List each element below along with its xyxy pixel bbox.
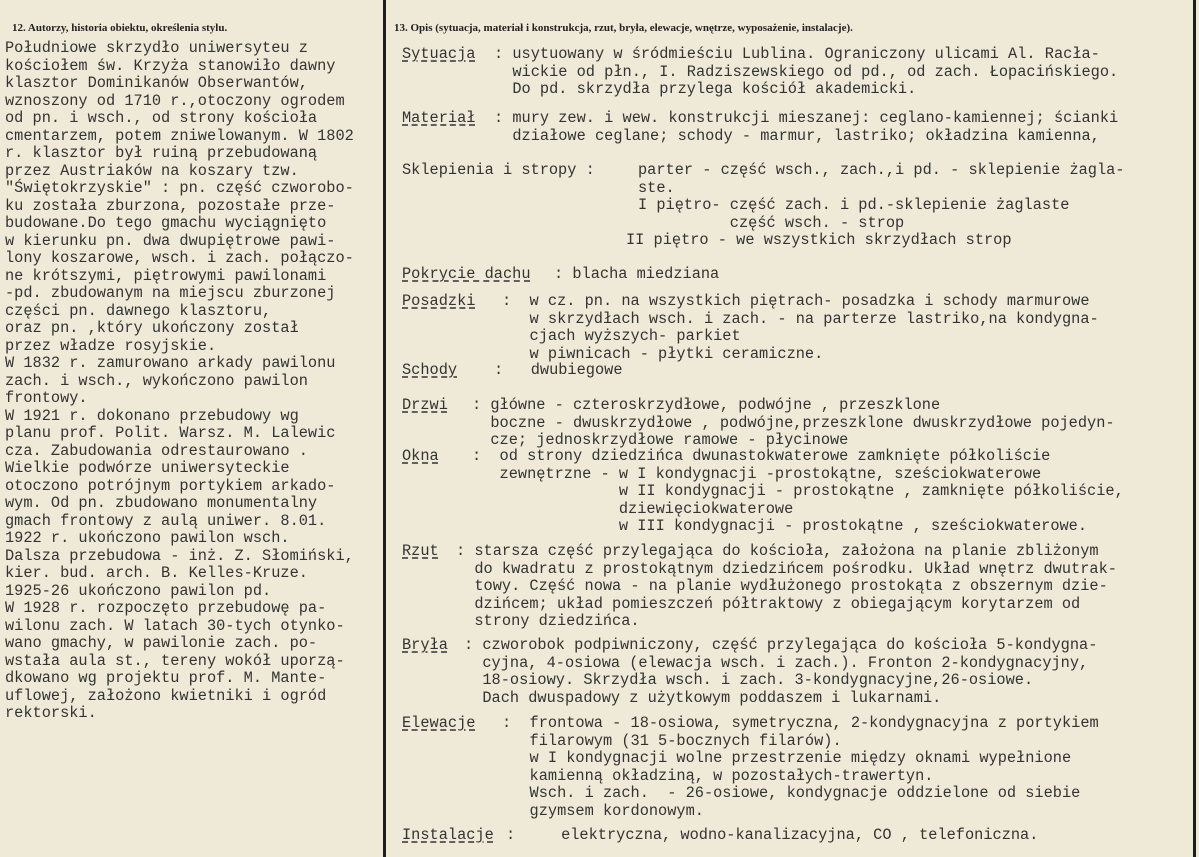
field-value-line: boczne - dwuskrzydłowe , podwójne,przeszklone dwuskrzydłowe pojedyn- <box>472 413 1115 432</box>
field-value-line: : dwubiegowe <box>494 361 623 379</box>
history-line: wznoszony od 1710 r.,otoczony ogrodem <box>5 91 345 110</box>
history-line: otoczono potrójnym portykiem arkado- <box>5 476 336 495</box>
history-text <box>5 40 383 723</box>
field-value-line: Dach dwuspadowy z użytkowym poddaszem i lukarnami. <box>464 688 942 707</box>
field-value-line: w II kondygnacji - prostokątne , zamknięte półkoliście, <box>472 482 1124 500</box>
field-value-line: : starsza część przylegająca do kościoła, założona na planie zbliżonym <box>456 542 1099 560</box>
history-line: wano gmachy, w pawilonie zach. po- <box>5 634 318 652</box>
field-value-line: : frontowa - 18-osiowa, symetryczna, 2-kondygnacyjna z portykiem <box>502 714 1099 732</box>
history-line: ne krótszymi, piętrowymi pawilonami <box>5 266 327 285</box>
history-line: 1922 r. ukończono pawilon wsch. <box>5 529 290 547</box>
history-line: "Świętokrzyskie" : pn. część czworobo- <box>5 179 354 197</box>
field-value-line: II piętro - we wszystkich skrzydłach strop <box>626 231 1012 249</box>
field-value-line: zewnętrzne - w I kondygnacji -prostokątne, sześciokwaterowe <box>472 464 1042 483</box>
field-value-line: strony dziedzińca. <box>456 612 640 630</box>
field-value-line: w skrzydłach wsch. i zach. - na parterze lastriko,na kondygna- <box>502 309 1099 328</box>
field-value-line: część wsch. - strop <box>638 213 905 232</box>
field-value-line: kamienną okładziną, w pozostałych-trawertyn. <box>502 766 934 785</box>
history-line: cza. Zabudowania odrestaurowano . <box>5 441 308 460</box>
history-line: wilonu zach. W latach 30-tych otynko- <box>5 616 345 635</box>
field-value-line: cze; jednoskrzydłowe ramowe - płycinowe <box>472 431 849 449</box>
description-header: 13. Opis (sytuacja, materiał i konstrukcja, rzut, bryła, elewacje, wnętrze, wyposażenie, instalacje). <box>394 22 853 34</box>
history-line: przez władze rosyjskie. <box>5 336 217 355</box>
field-value-line: cjach wyższych- parkiet <box>502 327 741 345</box>
field-value-line: w III kondygnacji - prostokątne , sześciokwaterowe. <box>472 517 1088 535</box>
history-line: r. klasztor był ruiną przebudowaną <box>5 144 318 162</box>
history-line: Dalsza przebudowa - inż. Z. Słomiński, <box>5 546 354 565</box>
field-value-line: filarowym (31 5-bocznych filarów). <box>502 731 842 750</box>
history-line: kościołem św. Krzyża stanowiło dawny <box>5 56 336 75</box>
field-value-line: cyjna, 4-osiowa (elewacja wsch. i zach.). Fronton 2-kondygnacyjny, <box>464 653 1089 672</box>
field-label-pokrycie: Pokrycie dachu <box>402 265 531 283</box>
field-value-line: Do pd. skrzydła przylega kościół akademicki. <box>494 80 917 98</box>
field-label-rzut: Rzut <box>402 542 439 560</box>
history-line: Południowe skrzydło uniwersyteu z <box>5 39 308 57</box>
field-value-line: ste. <box>638 178 675 197</box>
field-value-line: : czworobok podpiwniczony, część przylegająca do kościoła 5-kondygna- <box>464 636 1098 654</box>
history-line: lony koszarowe, wsch. i zach. połączo- <box>5 249 354 267</box>
history-line: zach. i wsch., wykończono pawilon <box>5 371 308 390</box>
field-label-elewacje: Elewacje <box>402 714 476 732</box>
field-value-line: : elektryczna, wodno-kanalizacyjna, CO , telefoniczna. <box>506 826 1039 844</box>
field-value-line: : główne - czteroskrzydłowe, podwójne , przeszklone <box>472 396 941 414</box>
field-value-line: : blacha miedziana <box>554 265 720 283</box>
history-line: cmentarzem, potem zniwelowanym. W 1802 <box>5 126 354 145</box>
column-divider <box>383 0 386 857</box>
history-line: oraz pn. ,który ukończony został <box>5 319 299 337</box>
history-line: dkowano wg projektu prof. M. Mante- <box>5 669 327 687</box>
field-value-line: I piętro- część zach. i pd.-sklepienie żaglaste <box>638 196 1070 214</box>
history-header: 12. Autorzy, historia obiektu, określenia stylu. <box>12 22 228 34</box>
field-value-line: dzińcem; układ pomieszczeń półtraktowy z obiegającym korytarzem od <box>456 594 1081 613</box>
history-line: budowane.Do tego gmachu wyciągnięto <box>5 214 327 232</box>
field-value-line: do kwadratu z prostokątnym dziedzińcem pośrodku. Układ wnętrz dwutrak- <box>456 559 1117 578</box>
history-line: przez Austriaków na koszary tzw. <box>5 161 299 180</box>
field-value-line: działowe ceglane; schody - marmur, lastriko; okładzina kamienna, <box>494 126 1100 145</box>
history-line: kier. bud. arch. B. Kelles-Kruze. <box>5 564 308 582</box>
field-value-line: w piwnicach - płytki ceramiczne. <box>502 344 824 363</box>
field-label-schody: Schody <box>402 361 458 379</box>
history-line: klasztor Dominikanów Obserwantów, <box>5 74 308 92</box>
history-line: planu prof. Polit. Warsz. M. Lalewic <box>5 424 336 442</box>
right-edge-line <box>1193 0 1196 857</box>
history-line: od pn. i wsch., od strony kościoła <box>5 109 318 127</box>
history-line: uflowej, założono kwietniki i ogród <box>5 686 327 705</box>
history-line: W 1832 r. zamurowano arkady pawilonu <box>5 354 336 372</box>
field-value-line: : usytuowany w śródmieściu Lublina. Ograniczony ulicami Al. Racła- <box>494 45 1100 63</box>
history-line: wstała aula st., tereny wokół uporzą- <box>5 651 345 670</box>
history-line: gmach frontowy z aulą uniwer. 8.01. <box>5 511 327 530</box>
history-line: Wielkie podwórze uniwersyteckie <box>5 459 290 477</box>
history-line: ku została zburzona, pozostałe prze- <box>5 196 336 215</box>
field-label-bryla: Bryła <box>402 636 448 654</box>
field-label-instalacje: Instalacje <box>402 826 494 844</box>
history-line: W 1928 r. rozpoczęto przebudowę pa- <box>5 599 327 617</box>
field-value-line: w I kondygnacji wolne przestrzenie między oknami wypełnione <box>502 749 1072 767</box>
field-value-line: towy. Część nowa - na planie wydłużonego prostokąta z obszernym dzie- <box>456 577 1108 595</box>
field-label-sytuacja: Sytuacja <box>402 45 476 63</box>
field-value-line: : w cz. pn. na wszystkich piętrach- posadzka i schody marmurowe <box>502 292 1090 310</box>
field-value-line: gzymsem kordonowym. <box>502 801 704 820</box>
field-value-line: dziewięciokwaterowe <box>472 499 794 518</box>
history-line: -pd. zbudowanym na miejscu zburzonej <box>5 284 336 302</box>
history-line: W 1921 r. dokonano przebudowy wg <box>5 406 299 425</box>
field-value-line: wickie od płn., I. Radziszewskiego od pd., od zach. Łopacińskiego. <box>494 62 1119 81</box>
field-value-line: Wsch. i zach. - 26-osiowe, kondygnacje oddzielone od siebie <box>502 784 1081 802</box>
history-line: frontowy. <box>5 389 88 407</box>
field-label-drzwi: Drzwi <box>402 396 448 414</box>
history-line: wym. Od pn. zbudowano monumentalny <box>5 494 318 512</box>
field-label-material: Materiał <box>402 109 476 127</box>
field-label-sklepienia: Sklepienia i stropy : <box>402 161 595 179</box>
field-value-line: 18-osiowy. Skrzydła wsch. i zach. 3-kondygnacyjne,26-osiowe. <box>464 671 1034 689</box>
history-line: części pn. dawnego klasztoru, <box>5 301 272 320</box>
history-line: rektorski. <box>5 704 97 722</box>
field-label-okna: Okna <box>402 447 439 465</box>
field-value-line: : mury zew. i wew. konstrukcji mieszanej: ceglano-kamiennej; ścianki <box>494 109 1119 127</box>
history-line: w kierunku pn. dwa dwupiętrowe pawi- <box>5 231 336 250</box>
field-value-line: parter - część wsch., zach.,i pd. - sklepienie żagla- <box>638 161 1125 179</box>
field-value-line: : od strony dziedzińca dwunastokwaterowe zamknięte półkoliście <box>472 447 1051 465</box>
field-label-posadzki: Posadzki <box>402 292 476 310</box>
history-line: 1925-26 ukończono pawilon pd. <box>5 581 272 600</box>
